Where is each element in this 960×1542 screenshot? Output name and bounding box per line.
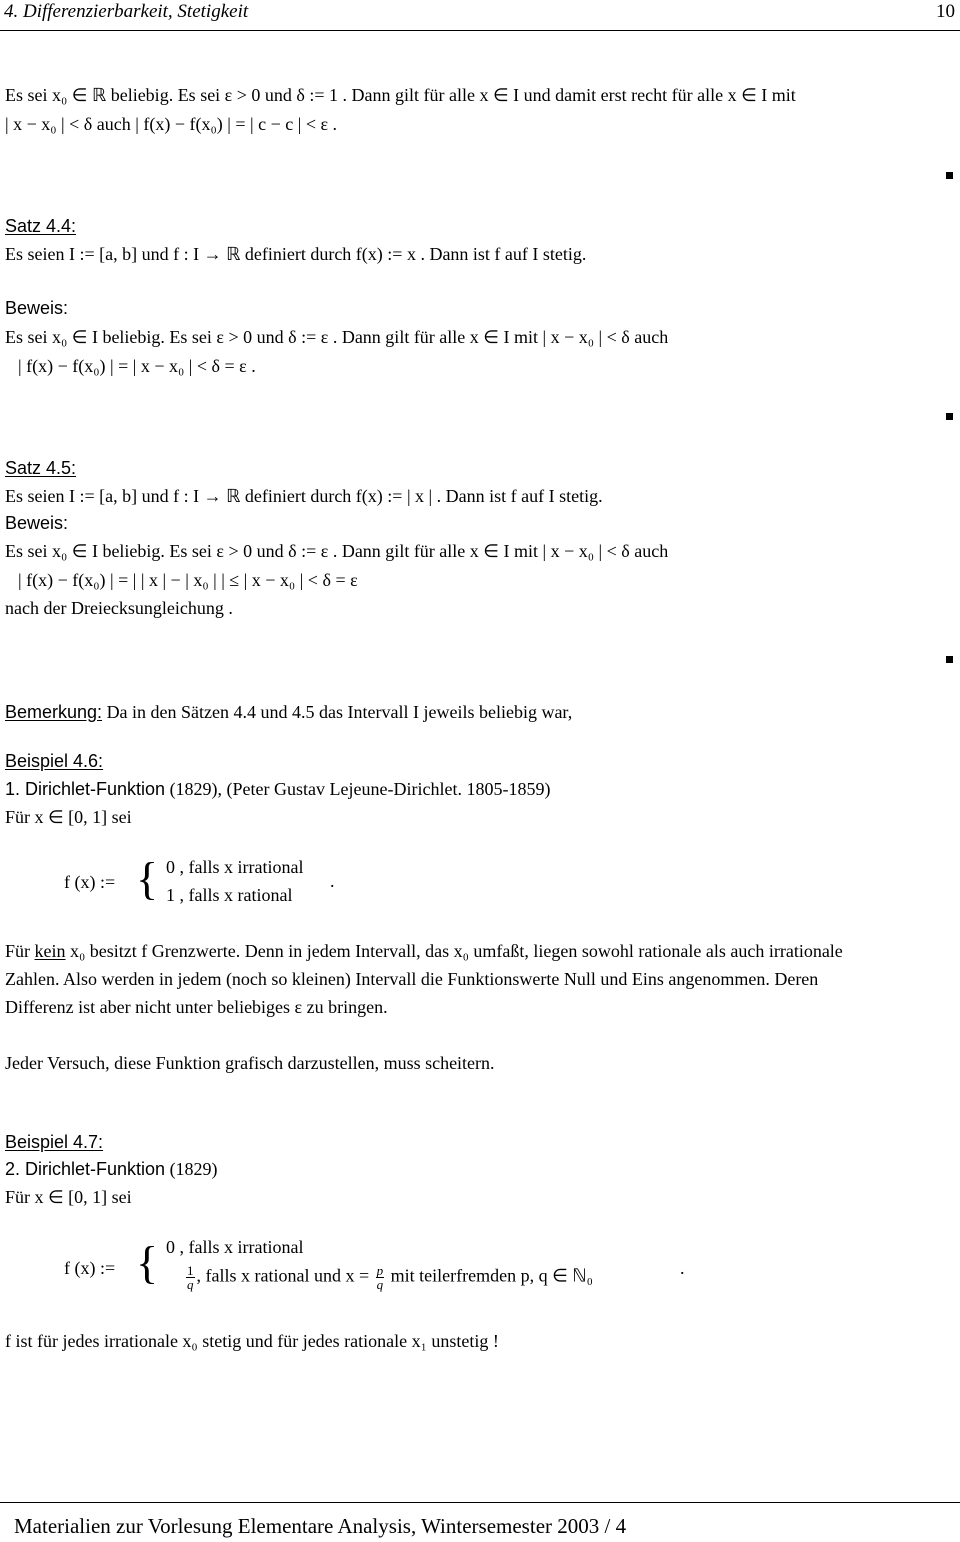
beispiel-4-6-text-2: Zahlen. Also werden in jedem (noch so kleinen) Intervall die Funktionswerte Null und Eins angenommen. Deren xyxy=(5,969,819,989)
beispiel-4-6-text-3: Differenz ist aber nicht unter beliebiges ε zu bringen. xyxy=(5,997,388,1017)
beispiel-4-7-name-prefix: 2. Dirichlet-Funktion xyxy=(5,1159,166,1179)
beispiel-4-7-fdef: f (x) := xyxy=(64,1258,116,1278)
bemerkung xyxy=(5,703,572,721)
text-prefix: Für xyxy=(5,941,35,961)
running-header-title: 4. Differenzierbarkeit, Stetigkeit xyxy=(4,1,249,22)
qed-mark xyxy=(946,172,953,179)
footer-text: Materialien zur Vorlesung Elementare Analysis, Wintersemester 2003 / 4 xyxy=(14,1514,627,1538)
satz-4-5-statement: Es seien I := [a, b] und f : I → ℝ definiert durch f(x) := | x | . Dann ist f auf I stetig. xyxy=(5,486,603,506)
beispiel-4-6-title: Beispiel 4.6: xyxy=(5,751,104,771)
beispiel-4-6-period: . xyxy=(330,871,335,891)
beispiel-4-7-period: . xyxy=(680,1258,685,1278)
beispiel-4-7-name-suffix: (1829) xyxy=(165,1159,218,1179)
qed-mark xyxy=(946,413,953,420)
beispiel-4-6-name-suffix: (1829), (Peter Gustav Lejeune-Dirichlet. 1805-1859) xyxy=(165,779,551,799)
left-brace: { xyxy=(136,853,159,904)
qed-mark xyxy=(946,656,953,663)
text-rest: x₀ besitzt f Grenzwerte. Denn in jedem Intervall, das x₀ umfaßt, liegen sowohl rationale als auch irrationale xyxy=(65,941,843,961)
intro-line-2: | x − x₀ | < δ auch | f(x) − f(x₀) | = | c − c | < ε . xyxy=(5,114,338,134)
beispiel-4-6-case-2: 1 , falls x rational xyxy=(166,885,293,905)
case-2-middle: , falls x rational und x = xyxy=(196,1265,370,1286)
beispiel-4-7-name xyxy=(5,1160,218,1178)
beispiel-4-7-case-1: 0 , falls x irrational xyxy=(166,1237,304,1257)
intro-line-1: Es sei x₀ ∈ ℝ beliebig. Es sei ε > 0 und δ := 1 . Dann gilt für alle x ∈ I und damit erst recht für alle x ∈ I mit xyxy=(5,85,796,105)
satz-4-5-proof-label: Beweis: xyxy=(5,513,69,533)
beispiel-4-7-title: Beispiel 4.7: xyxy=(5,1132,104,1152)
page-number: 10 xyxy=(936,1,955,22)
beispiel-4-6-name-prefix: 1. Dirichlet-Funktion xyxy=(5,779,166,799)
satz-4-4-proof-line-2: | f(x) − f(x₀) | = | x − x₀ | < δ = ε . xyxy=(18,356,256,376)
beispiel-4-6-case-1: 0 , falls x irrational xyxy=(166,857,304,877)
beispiel-4-6-fdef: f (x) := xyxy=(64,872,116,892)
satz-4-5-title: Satz 4.5: xyxy=(5,458,77,478)
fraction-one-over-q: $\frac{1}{q}$ xyxy=(187,1263,194,1292)
beispiel-4-6-text-4: Jeder Versuch, diese Funktion grafisch darzustellen, muss scheitern. xyxy=(5,1053,495,1073)
beispiel-4-7-domain: Für x ∈ [0, 1] sei xyxy=(5,1187,132,1207)
left-brace: { xyxy=(136,1237,159,1288)
satz-4-4-title: Satz 4.4: xyxy=(5,216,77,236)
satz-4-4-statement: Es seien I := [a, b] und f : I → ℝ definiert durch f(x) := x . Dann ist f auf I stetig. xyxy=(5,244,587,264)
case-2-end: mit teilerfremden p, q ∈ ℕ₀ xyxy=(386,1265,593,1286)
bemerkung-text: Da in den Sätzen 4.4 und 4.5 das Intervall I jeweils beliebig war, xyxy=(102,702,573,722)
beispiel-4-6-domain: Für x ∈ [0, 1] sei xyxy=(5,807,132,827)
satz-4-4-proof-label: Beweis: xyxy=(5,298,69,318)
beispiel-4-7-case-2 xyxy=(184,1264,593,1291)
footer-rule xyxy=(0,1502,960,1503)
header-rule xyxy=(0,30,960,31)
beispiel-4-6-name xyxy=(5,780,550,798)
satz-4-5-proof-line-3: nach der Dreiecksungleichung . xyxy=(5,598,233,618)
beispiel-4-6-text-1 xyxy=(5,942,843,960)
fraction-p-over-q: $\frac{p}{q}$ xyxy=(376,1263,384,1292)
bemerkung-label: Bemerkung: xyxy=(5,702,103,722)
beispiel-4-7-conclusion: f ist für jedes irrationale x₀ stetig und für jedes rationale x₁ unstetig ! xyxy=(5,1331,499,1351)
satz-4-5-proof-line-1: Es sei x₀ ∈ I beliebig. Es sei ε > 0 und δ := ε . Dann gilt für alle x ∈ I mit | x − x₀ | < δ auch xyxy=(5,541,669,561)
text-kein: kein xyxy=(34,941,66,961)
satz-4-4-proof-line-1: Es sei x₀ ∈ I beliebig. Es sei ε > 0 und δ := ε . Dann gilt für alle x ∈ I mit | x − x₀ | < δ auch xyxy=(5,327,669,347)
satz-4-5-proof-line-2: | f(x) − f(x₀) | = | | x | − | x₀ | | ≤ | x − x₀ | < δ = ε xyxy=(18,570,358,590)
